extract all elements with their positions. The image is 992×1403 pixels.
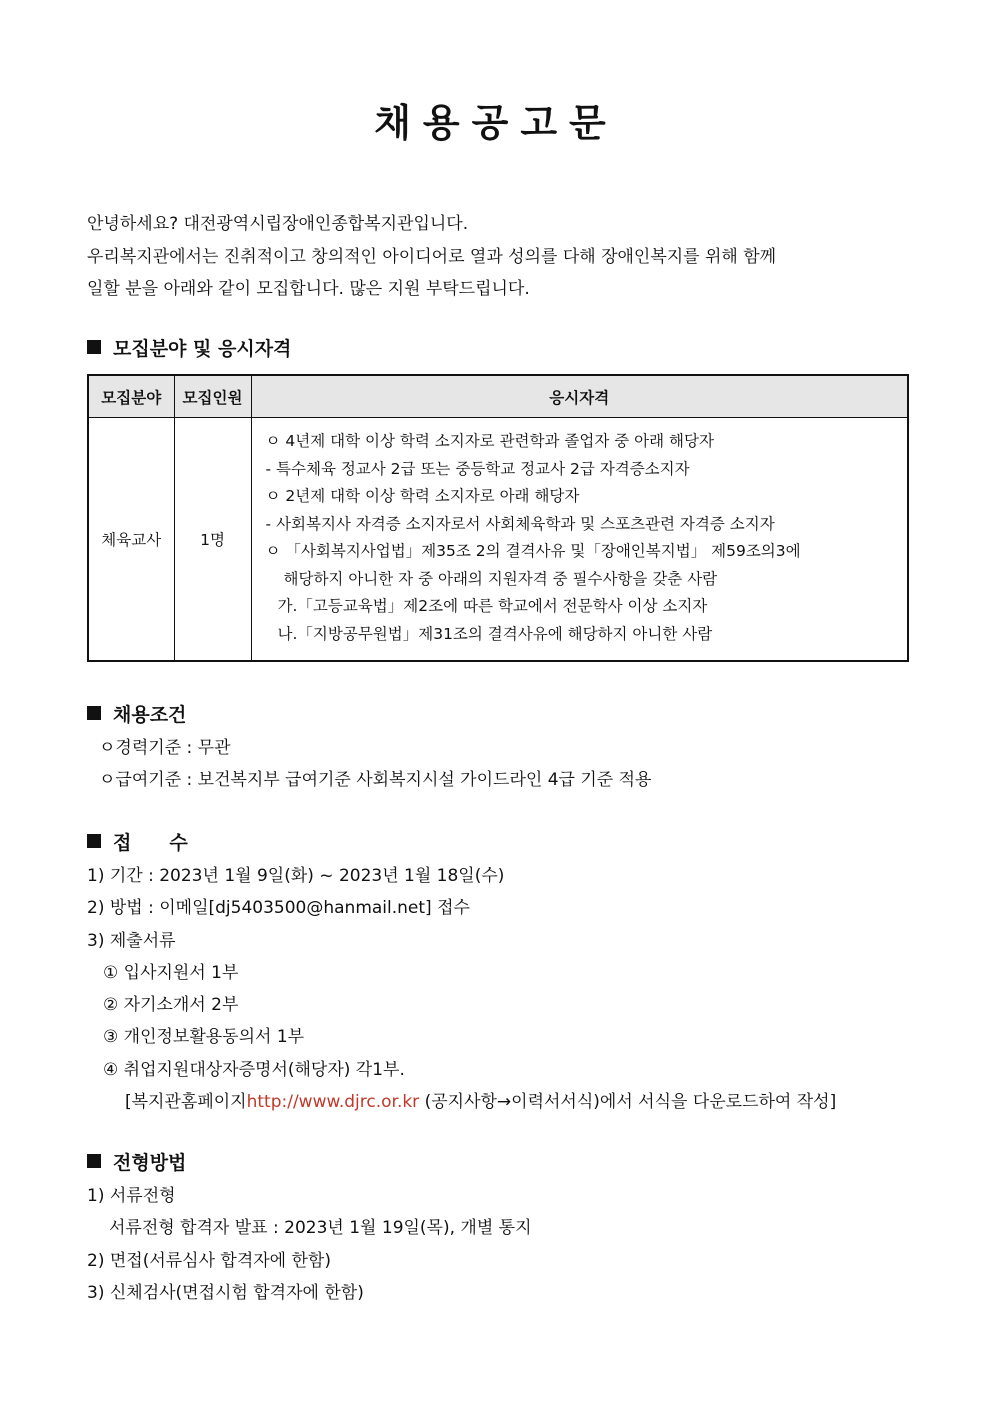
documents-label: 3) 제출서류: [87, 930, 176, 951]
qualification-line: 가.「고등교육법」제2조에 따른 학교에서 전문학사 이상 소지자: [277, 597, 708, 615]
intro-paragraph: [87, 208, 917, 306]
qualification-line: ㅇ 4년제 대학 이상 학력 소지자로 관련학과 졸업자 중 아래 해당자: [265, 432, 714, 450]
table-header-row: [88, 375, 908, 418]
application-details: [87, 860, 836, 1118]
document-item: ④ 취업지원대상자증명서(해당자) 각1부.: [103, 1059, 405, 1080]
qualification-line: ㅇ 2년제 대학 이상 학력 소지자로 아래 해당자: [265, 487, 580, 505]
cell-count: 1명: [174, 418, 251, 662]
square-bullet-icon: [87, 340, 101, 354]
selection-step: 3) 신체검사(면접시험 합격자에 한함): [87, 1282, 364, 1303]
selection-step: 1) 서류전형: [87, 1186, 176, 1206]
square-bullet-icon: [87, 834, 101, 848]
selection-step-detail: 서류전형 합격자 발표 : 2023년 1월 19일(목), 개별 통지: [109, 1218, 532, 1239]
intro-line: 우리복지관에서는 진취적이고 창의적인 아이디어로 열과 성의를 다해 장애인복지를 위해 함께: [87, 246, 777, 267]
recruitment-table: [87, 374, 909, 662]
conditions-list: [87, 732, 651, 797]
application-method: 2) 방법 : 이메일[dj5403500@hanmail.net] 접수: [87, 898, 470, 919]
cell-field: 체육교사: [88, 418, 174, 662]
homepage-link[interactable]: http://www.djrc.or.kr: [246, 1092, 420, 1113]
square-bullet-icon: [87, 706, 101, 720]
header-count: 모집인원: [174, 375, 251, 418]
table-row: [88, 418, 908, 662]
qualification-line: 나.「지방공무원법」제31조의 결격사유에 해당하지 아니한 사람: [277, 624, 713, 643]
document-item: ① 입사지원서 1부: [103, 962, 239, 983]
selection-step: 2) 면접(서류심사 합격자에 한함): [87, 1250, 331, 1271]
header-field: 모집분야: [88, 375, 174, 418]
condition-item: ㅇ경력기준 : 무관: [99, 738, 231, 758]
qualification-line: - 사회복지사 자격증 소지자로서 사회체육학과 및 스포츠관련 자격증 소지자: [265, 514, 775, 533]
intro-line: 일할 분을 아래와 같이 모집합니다. 많은 지원 부탁드립니다.: [87, 279, 530, 299]
section-heading-conditions: 채용조건: [87, 700, 186, 727]
application-period: 1) 기간 : 2023년 1월 9일(화) ~ 2023년 1월 18일(수): [87, 866, 505, 886]
document-item: ② 자기소개서 2부: [103, 995, 239, 1016]
header-qualifications: 응시자격: [251, 375, 908, 418]
condition-item: ㅇ급여기준 : 보건복지부 급여기준 사회복지시설 가이드라인 4급 기준 적용: [99, 770, 652, 791]
section-heading-selection: 전형방법: [87, 1148, 186, 1175]
section-heading-application: 접 수: [87, 828, 188, 855]
document-item: ③ 개인정보활용동의서 1부: [103, 1027, 305, 1048]
qualification-line: ㅇ 「사회복지사업법」제35조 2의 결격사유 및「장애인복지법」 제59조의3에: [265, 542, 801, 560]
qualification-line: 해당하지 아니한 자 중 아래의 지원자격 중 필수사항을 갖춘 사람: [283, 569, 718, 588]
intro-line: 안녕하세요? 대전광역시립장애인종합복지관입니다.: [87, 214, 469, 234]
cell-qualifications: [251, 418, 908, 662]
selection-steps: [87, 1180, 532, 1309]
square-bullet-icon: [87, 1154, 101, 1168]
section-heading-recruitment: 모집분야 및 응시자격: [87, 334, 291, 361]
qualification-line: - 특수체육 정교사 2급 또는 중등학교 정교사 2급 자격증소지자: [265, 459, 690, 478]
form-download-note: [복지관홈페이지http://www.djrc.or.kr (공지사항→이력서서식)에서 서식을 다운로드하여 작성]: [125, 1092, 837, 1113]
document-title: 채용공고문: [374, 101, 618, 145]
